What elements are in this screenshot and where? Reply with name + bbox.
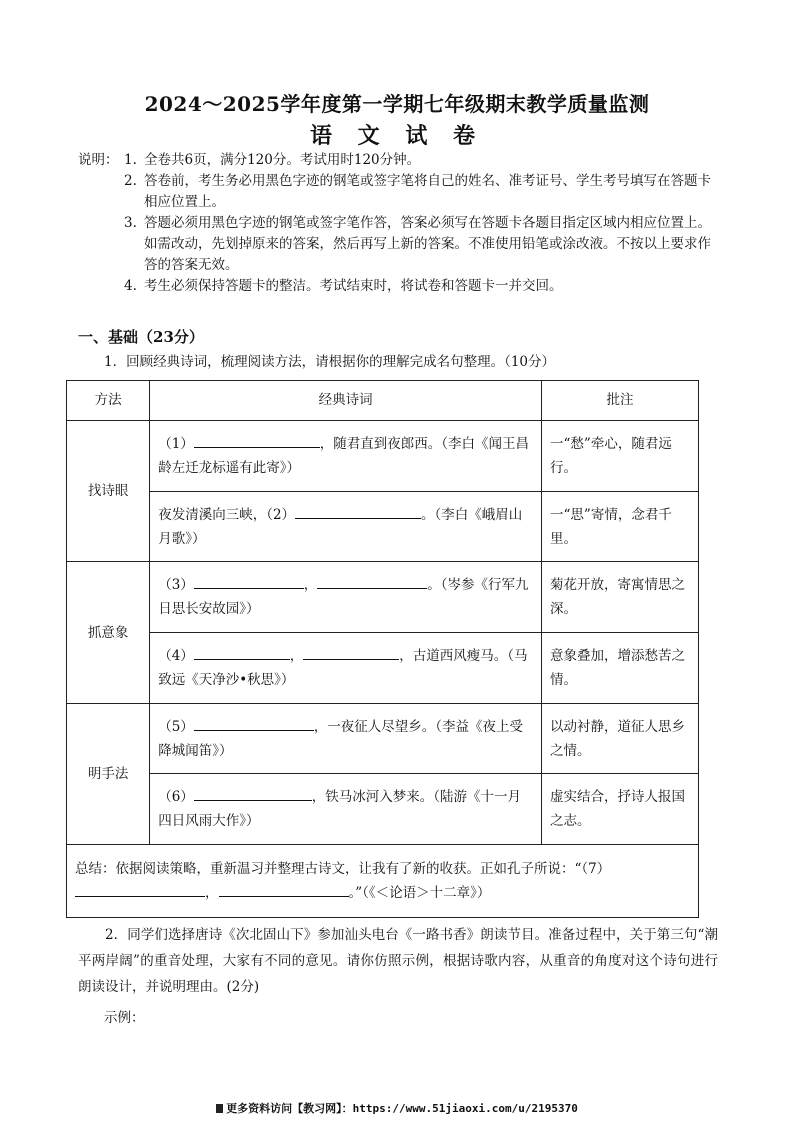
summary-cell: 总结：依据阅读策略，重新温习并整理古诗文，让我有了新的收获。正如孔子所说：“（7）， 。”（《＜论语＞十二章》） (67, 845, 699, 918)
instruction-text: 全卷共6页，满分120分。考试用时120分钟。 (144, 152, 421, 168)
table-header: 批注 (542, 381, 699, 421)
exam-title: 2024～2025学年度第一学期七年级期末教学质量监测 (144, 92, 650, 116)
instruction-item (78, 276, 718, 297)
question-1: 1．回顾经典诗词，梳理阅读方法，请根据你的理解完成名句整理。（10分） (104, 354, 556, 370)
instruction-num: 1. (124, 152, 137, 168)
instruction-num: 2. (124, 173, 137, 189)
instruction-text: 考生必须保持答题卡的整洁。考试结束时，将试卷和答题卡一并交回。 (144, 278, 563, 294)
answer-blank[interactable] (194, 785, 312, 801)
section-heading: 一、基础（23分） (78, 328, 204, 346)
table-header: 经典诗词 (150, 381, 542, 421)
poem-cell: （4） ， ，古道西风瘦马。（马致远《天净沙•秋思》） (150, 633, 542, 704)
note-cell: 菊花开放，寄寓情思之深。 (542, 562, 699, 633)
answer-blank[interactable] (194, 644, 290, 660)
note-cell: 一“思”寄情，念君千里。 (542, 491, 699, 562)
answer-blank[interactable] (194, 715, 314, 731)
answer-blank[interactable] (303, 644, 399, 660)
poetry-table (66, 380, 699, 918)
instruction-item (78, 171, 718, 213)
instruction-item (78, 213, 718, 276)
question-2: 2．同学们选择唐诗《次北固山下》参加汕头电台《一路书香》朗读节目。准备过程中，关于第三句“潮平两岸阔”的重音处理，大家有不同的意见。请你仿照示例，根据诗歌内容，从重音的角度对这个诗句进行朗读设计，并说明理由。(2分) (78, 927, 718, 995)
instruction-num: 3. (124, 215, 137, 231)
instruction-item (78, 150, 718, 171)
method-cell: 抓意象 (67, 562, 150, 703)
answer-blank[interactable] (75, 881, 205, 897)
exam-subtitle: 语 文 试 卷 (310, 123, 484, 149)
table-row (67, 420, 699, 491)
poem-cell: （6） ，铁马冰河入梦来。（陆游《十一月四日风雨大作》） (150, 774, 542, 845)
instruction-num: 4. (124, 278, 137, 294)
note-cell: 虚实结合，抒诗人报国之志。 (542, 774, 699, 845)
answer-blank[interactable] (194, 573, 304, 589)
note-cell: 意象叠加，增添愁苦之情。 (542, 633, 699, 704)
answer-blank[interactable] (295, 503, 421, 519)
example-label: 示例： (104, 1010, 145, 1026)
poem-cell: 夜发清溪向三峡，（2） 。（李白《峨眉山月歌》） (150, 491, 542, 562)
note-cell: 一“愁”牵心，随君远行。 (542, 420, 699, 491)
answer-blank[interactable] (317, 573, 427, 589)
method-cell: 明手法 (67, 703, 150, 844)
poem-cell: （1） ，随君直到夜郎西。（李白《闻王昌龄左迁龙标遥有此寄》） (150, 420, 542, 491)
instruction-text: 答题必须用黑色字迹的钢笔或签字笔作答，答案必须写在答题卡各题目指定区域内相应位置上。如需改动，先划掉原来的答案，然后再写上新的答案。不准使用铅笔或涂改液。不按以上要求作答的答案无效。 (144, 215, 711, 273)
instructions (78, 150, 718, 297)
table-row (67, 774, 699, 845)
poem-cell: （3） ， 。（岑参《行军九日思长安故园》） (150, 562, 542, 633)
answer-blank[interactable] (194, 432, 320, 448)
note-cell: 以动衬静，道征人思乡之情。 (542, 703, 699, 774)
method-cell: 找诗眼 (67, 420, 150, 561)
flag-icon (216, 1104, 223, 1113)
instructions-lead: 说明： (78, 152, 119, 168)
answer-blank[interactable] (219, 881, 349, 897)
poem-cell: （5） ，一夜征人尽望乡。（李益《夜上受降城闻笛》） (150, 703, 542, 774)
table-header-row (67, 381, 699, 421)
table-summary-row (67, 845, 699, 918)
table-row (67, 703, 699, 774)
footer (0, 1100, 794, 1116)
table-row (67, 633, 699, 704)
table-header: 方法 (67, 381, 150, 421)
table-row (67, 491, 699, 562)
table-row (67, 562, 699, 633)
footer-text[interactable]: 更多资料访问【教习网】：https://www.51jiaoxi.com/u/2195370 (226, 1102, 578, 1115)
instruction-text: 答卷前，考生务必用黑色字迹的钢笔或签字笔将自己的姓名、准考证号、学生考号填写在答题卡相应位置上。 (144, 173, 711, 210)
